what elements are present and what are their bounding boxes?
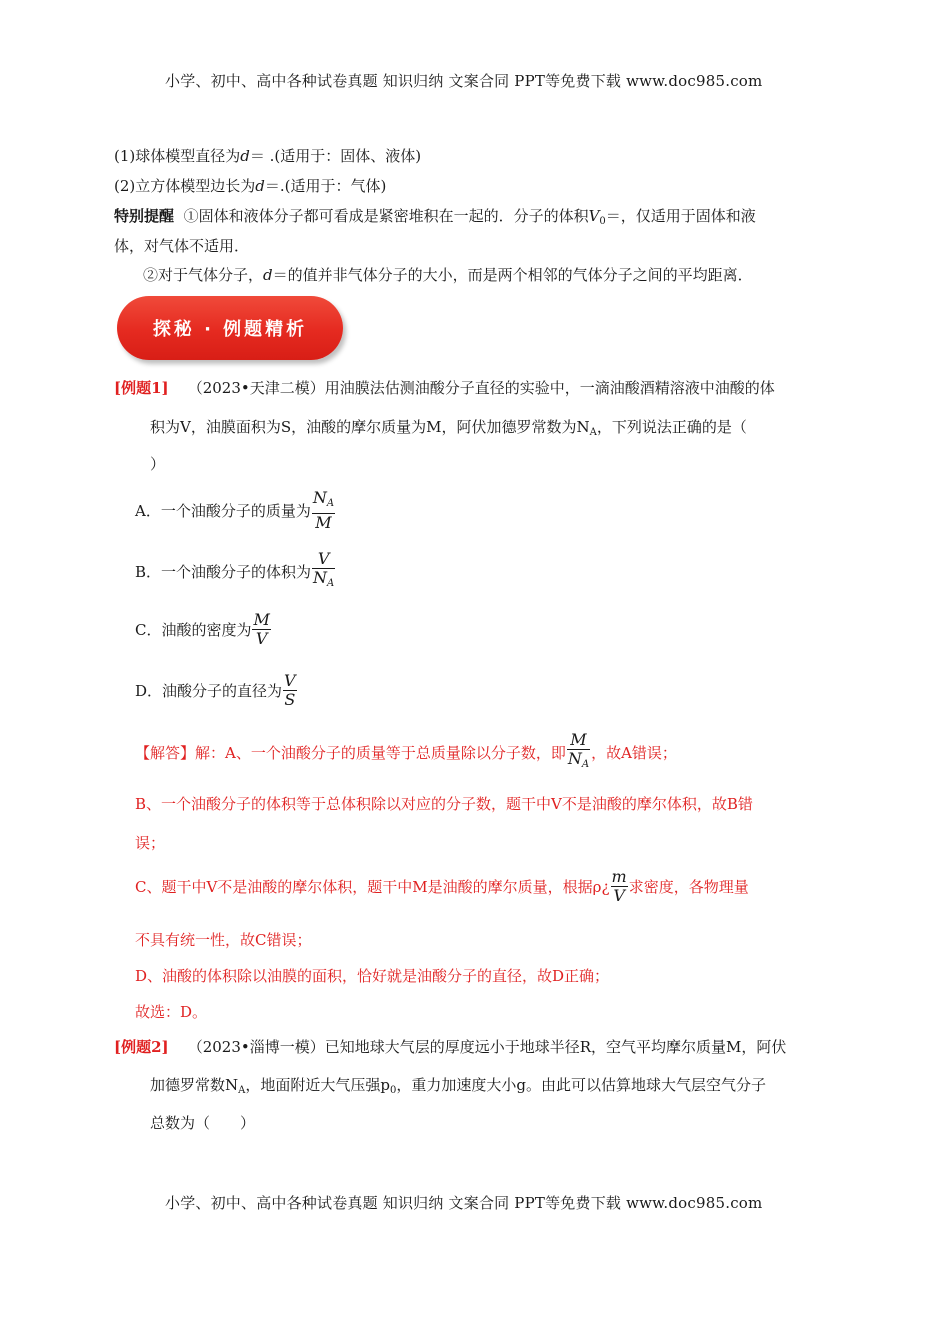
example-1-line-2 (150, 416, 747, 438)
tip-line-1-cont: 体，对气体不适用． (114, 237, 250, 255)
option-a-text: A．一个油酸分子的质量为 (135, 502, 311, 520)
page-header: 小学、初中、高中各种试卷真题 知识归纳 文案合同 PPT等免费下载 www.doc985.com (165, 72, 763, 90)
tip-2-pre: ②对于气体分子， (143, 266, 264, 284)
intro-line-1-text: (1)球体模型直径为 (114, 147, 241, 165)
tip-2-rest: ＝的值并非气体分子的大小，而是两个相邻的气体分子之间的平均距离． (272, 266, 753, 284)
example-1-line-2-rest: ，下列说法正确的是（ (596, 418, 747, 436)
option-d (135, 672, 298, 709)
tip-1-var-sub: 0 (599, 216, 606, 227)
option-b-numerator (312, 550, 335, 569)
answer-a-rest: ，故A错误； (591, 744, 677, 762)
option-c-den-var: V (255, 629, 268, 648)
option-a (135, 489, 336, 532)
option-d-den-var: S (284, 690, 296, 709)
intro-line-2 (114, 175, 386, 196)
example-2-line-2-mid: ，地面附近大气压强p (245, 1076, 390, 1094)
intro-line-2-var: d (255, 177, 265, 195)
answer-line-a (135, 731, 677, 774)
answer-a-fraction (567, 731, 590, 774)
option-c-num-var: M (253, 610, 270, 629)
example-2-line-1-text: （2023•淄博一模）已知地球大气层的厚度远小于地球半径R，空气平均摩尔质量M，阿伏 (187, 1038, 787, 1056)
answer-choice: 故选：D。 (135, 1003, 208, 1021)
option-c-text: C．油酸的密度为 (135, 621, 252, 639)
example-2-line-2-sub2: 0 (389, 1085, 397, 1096)
answer-c-numerator (611, 868, 628, 887)
answer-line-c (135, 868, 749, 905)
example-2-line-2 (150, 1074, 766, 1096)
option-c (135, 611, 272, 648)
intro-line-2-rest: ＝.(适用于：气体) (264, 177, 387, 195)
answer-c-den-var: V (613, 886, 625, 905)
section-banner-text: 探秘 · 例题精析 (152, 319, 308, 340)
option-b-text: B．一个油酸分子的体积为 (135, 563, 312, 581)
option-d-num-var: V (284, 671, 296, 690)
answer-a-den-var: N (567, 749, 582, 768)
tip-line-1 (114, 205, 756, 227)
intro-line-1-var: d (240, 147, 250, 165)
answer-c-denominator (611, 887, 628, 905)
example-2-line-3: 总数为（ ） (150, 1114, 256, 1132)
answer-c-pre: C、题干中V不是油酸的摩尔体积，题干中M是油酸的摩尔质量，根据ρ¿ (135, 878, 610, 896)
tip-2-var: d (263, 266, 273, 284)
intro-line-1 (114, 145, 421, 166)
option-a-den-var: M (315, 513, 332, 532)
option-b-num-var: V (317, 549, 330, 568)
answer-a-num-var: M (570, 730, 587, 749)
tip-1-rest: ＝，仅适用于固体和液 (605, 207, 756, 225)
answer-line-b1: B、一个油酸分子的体积等于总体积除以对应的分子数，题干中V不是油酸的摩尔体积，故B错 (135, 795, 753, 813)
option-b-fraction (312, 550, 335, 593)
answer-line-b2: 误； (135, 834, 166, 852)
tip-label: 特别提醒 (114, 207, 175, 225)
example-1-line-1-text: （2023•天津二模）用油膜法估测油酸分子直径的实验中，一滴油酸酒精溶液中油酸的体 (187, 379, 775, 397)
answer-a-numerator (567, 731, 590, 750)
example-2-line-2-rest: ，重力加速度大小g。由此可以估算地球大气层空气分子 (396, 1076, 766, 1094)
answer-c-rest: 求密度，各物理量 (628, 878, 749, 896)
option-a-num-var: N (312, 488, 327, 507)
intro-line-1-rest: ＝ .(适用于：固体、液体) (249, 147, 422, 165)
option-c-denominator (252, 630, 270, 648)
option-d-text: D．油酸分子的直径为 (135, 682, 283, 700)
answer-line-c2: 不具有统一性，故C错误； (135, 931, 312, 949)
option-b (135, 550, 336, 593)
answer-c-num-var: m (611, 867, 627, 886)
example-1-line-3: ） (150, 455, 166, 473)
example-1-line-1 (114, 377, 775, 398)
option-c-fraction (252, 611, 270, 648)
option-a-denominator (312, 514, 335, 532)
tip-1-text: ①固体和液体分子都可看成是紧密堆积在一起的．分子的体积 (183, 207, 589, 225)
example-2-line-2-pre: 加德罗常数N (150, 1076, 239, 1094)
example-2-label: [例题2] (114, 1038, 169, 1056)
answer-line-d: D、油酸的体积除以油膜的面积，恰好就是油酸分子的直径，故D正确； (135, 967, 610, 985)
option-d-numerator (283, 672, 297, 691)
answer-a-pre: 解：A、一个油酸分子的质量等于总质量除以分子数，即 (195, 744, 566, 762)
answer-a-den-sub: A (581, 759, 590, 770)
option-a-num-sub: A (326, 498, 335, 509)
intro-line-2-text: (2)立方体模型边长为 (114, 177, 256, 195)
option-b-den-var: N (313, 568, 328, 587)
tip-1-var: V (588, 207, 600, 225)
tip-line-2 (143, 264, 753, 285)
answer-label: 【解答】 (135, 744, 196, 762)
example-1-line-2-sub: A (589, 427, 597, 438)
option-c-numerator (252, 611, 270, 630)
option-a-fraction (312, 489, 335, 532)
option-a-numerator (312, 489, 335, 514)
option-b-den-sub: A (327, 578, 335, 589)
option-b-denominator (312, 569, 335, 593)
option-d-denominator (283, 691, 297, 709)
answer-a-denominator (567, 750, 590, 774)
example-1-line-2-pre: 积为V，油膜面积为S，油酸的摩尔质量为M，阿伏加德罗常数为N (150, 418, 590, 436)
answer-c-fraction (611, 868, 628, 905)
example-1-label: [例题1] (114, 379, 169, 397)
section-banner (117, 296, 343, 360)
page-footer: 小学、初中、高中各种试卷真题 知识归纳 文案合同 PPT等免费下载 www.doc985.com (165, 1194, 763, 1212)
example-2-line-1 (114, 1036, 786, 1057)
option-d-fraction (283, 672, 297, 709)
example-2-line-2-sub: A (238, 1085, 246, 1096)
